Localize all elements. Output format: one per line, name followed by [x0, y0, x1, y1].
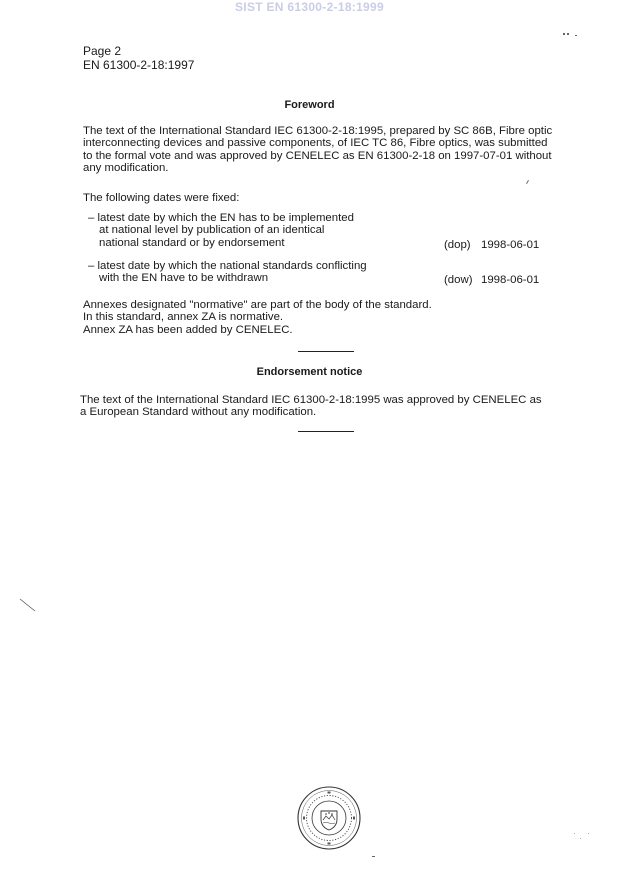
date-entry-line: at national level by publication of an identical	[99, 224, 325, 237]
date-entry-line: – latest date by which the EN has to be implemented	[88, 212, 354, 224]
annex-line: In this standard, annex ZA is normative.	[83, 311, 284, 324]
scan-stroke	[18, 597, 38, 613]
date-code-dop: (dop)	[444, 239, 471, 251]
endorsement-line: The text of the International Standard IEC 61300-2-18:1995 was approved by CENELEC as	[80, 394, 542, 406]
annex-line: Annex ZA has been added by CENELEC.	[83, 323, 293, 336]
date-entry-line: – latest date by which the national standards conflicting	[88, 260, 367, 272]
section-divider	[298, 431, 354, 432]
scan-speck	[372, 856, 375, 857]
endorsement-paragraph	[80, 394, 580, 419]
scan-speck	[574, 833, 575, 834]
date-code-dow: (dow)	[444, 274, 473, 286]
foreword-line: any modification.	[83, 162, 169, 175]
annex-line: Annexes designated "normative" are part of the body of the standard.	[83, 299, 432, 311]
endorsement-heading: Endorsement notice	[256, 366, 363, 378]
date-entry-dop	[88, 212, 418, 249]
endorsement-line: a European Standard without any modification.	[80, 406, 317, 419]
date-value-dow: 1998-06-01	[481, 274, 540, 286]
foreword-paragraph	[83, 125, 563, 175]
watermark-title: SIST EN 61300-2-18:1999	[235, 0, 384, 14]
annex-paragraph	[83, 299, 563, 336]
scan-speck	[580, 838, 581, 839]
date-entry-line: national standard or by endorsement	[99, 236, 285, 249]
foreword-line: The text of the International Standard IEC 61300-2-18:1995, prepared by SC 86B, Fibre optic	[83, 125, 553, 137]
official-seal-stamp	[296, 785, 362, 851]
scan-speck	[575, 35, 577, 36]
date-entry-dow	[88, 260, 418, 285]
foreword-line: to the formal vote and was approved by CENELEC as EN 61300-2-18 on 1997-07-01 without	[83, 149, 552, 162]
page-number: Page 2	[83, 44, 122, 58]
dates-intro: The following dates were fixed:	[83, 192, 240, 204]
scan-speck	[567, 33, 569, 35]
document-number: EN 61300-2-18:1997	[83, 58, 195, 72]
foreword-line: interconnecting devices and passive components, of IEC TC 86, Fibre optics, was submitted	[83, 137, 548, 150]
section-divider	[298, 351, 354, 352]
date-entry-line: with the EN have to be withdrawn	[99, 272, 269, 285]
date-value-dop: 1998-06-01	[481, 239, 540, 251]
scan-speck	[563, 33, 565, 35]
foreword-heading: Foreword	[284, 99, 335, 111]
scan-speck	[588, 833, 589, 834]
scan-speck	[526, 180, 529, 184]
